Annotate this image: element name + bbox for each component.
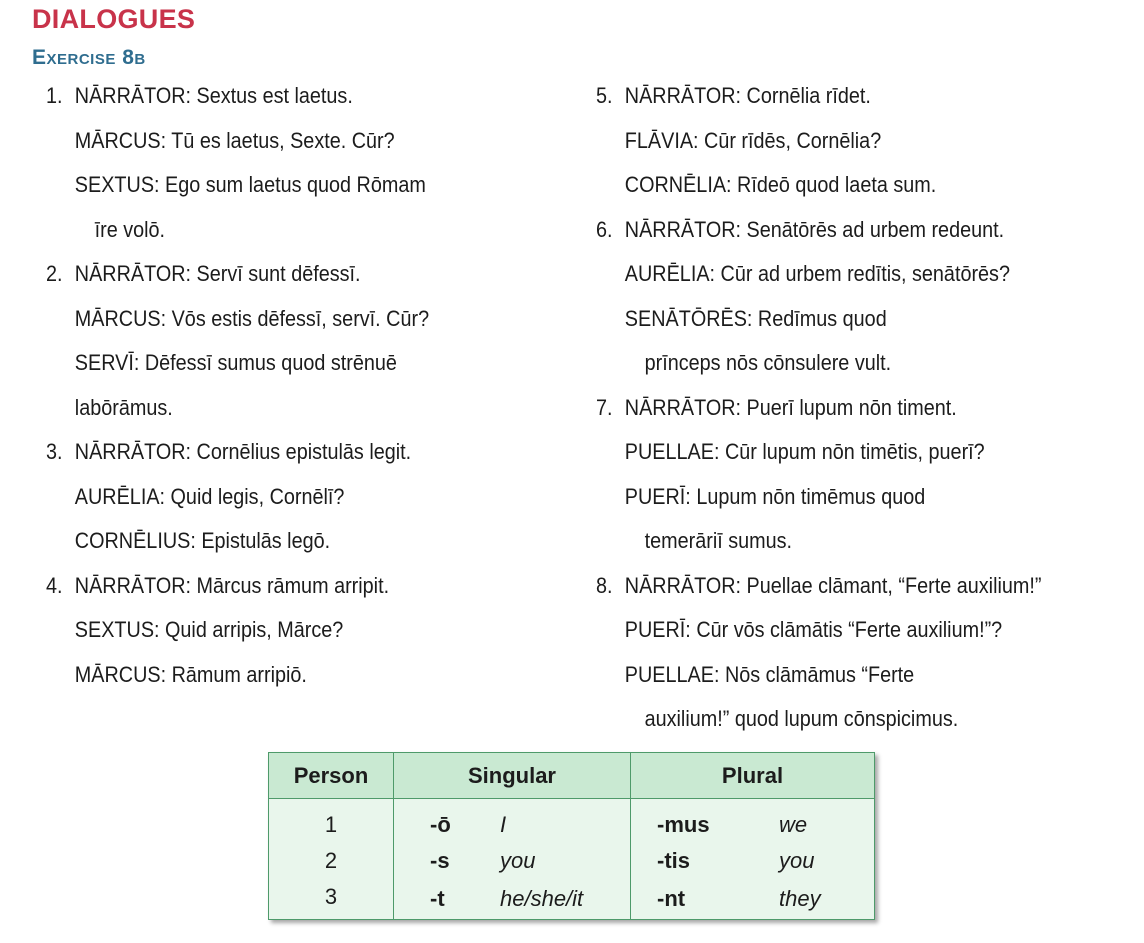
dialogue-text: AURĒLIA: Quid legis, Cornēlī? (74, 483, 345, 509)
dialogue-item-start (46, 80, 514, 125)
ending-translation: you (779, 848, 815, 873)
table-row (269, 843, 875, 879)
singular-cell (394, 799, 631, 844)
dialogue-line (46, 214, 514, 259)
dialogue-line (596, 703, 1082, 748)
dialogue-text: AURĒLIA: Cūr ad urbem redītis, senātōrēs? (624, 261, 1010, 286)
ending-translation: they (779, 886, 821, 911)
dialogue-line (596, 303, 1082, 348)
plural-cell (631, 879, 875, 920)
dialogue-text: FLĀVIA: Cūr rīdēs, Cornēlia? (624, 127, 882, 153)
dialogue-item-start (46, 258, 514, 303)
item-number: 8. (596, 572, 613, 598)
dialogue-line (596, 481, 1082, 526)
person-cell: 3 (269, 879, 394, 920)
dialogue-line (46, 169, 514, 214)
dialogue-line (46, 392, 514, 437)
item-number: 6. (596, 216, 613, 242)
ending-suffix: -tis (657, 848, 690, 873)
dialogue-text: SEXTUS: Quid arripis, Mārce? (74, 617, 344, 642)
ending-suffix: -ō (430, 812, 451, 837)
dialogue-line (46, 125, 514, 170)
table-header-row (269, 753, 875, 799)
header-person: Person (269, 753, 394, 799)
plural-cell (631, 799, 875, 844)
dialogue-item-start (596, 392, 1082, 437)
dialogue-text: PUERĪ: Cūr vōs clāmātis “Ferte auxilium!”? (624, 617, 1003, 642)
dialogue-line (596, 614, 1082, 659)
dialogue-text: prīnceps nōs cōnsulere vult. (644, 350, 892, 375)
dialogue-line (596, 125, 1082, 170)
dialogue-item-start (596, 570, 1082, 615)
dialogue-text: temerāriī sumus. (644, 528, 793, 553)
dialogue-line (596, 258, 1082, 303)
header-singular: Singular (394, 753, 631, 799)
dialogue-line (596, 436, 1082, 481)
dialogue-item-start (46, 436, 514, 481)
dialogue-line (46, 614, 514, 659)
dialogue-text: labōrāmus. (74, 394, 173, 420)
item-number: 1. (46, 83, 63, 108)
ending-suffix: -nt (657, 886, 686, 911)
dialogue-text: MĀRCUS: Vōs estis dēfessī, servī. Cūr? (74, 305, 430, 331)
dialogue-text: NĀRRĀTOR: Mārcus rāmum arripit. (74, 572, 390, 598)
dialogue-line (46, 525, 514, 570)
person-cell: 2 (269, 843, 394, 879)
section-heading: DIALOGUES (32, 4, 196, 34)
dialogue-text: NĀRRĀTOR: Puerī lupum nōn timent. (624, 394, 957, 420)
dialogue-item-start (596, 214, 1082, 259)
dialogue-line (46, 659, 514, 704)
dialogue-text: NĀRRĀTOR: Cornēlius epistulās legit. (74, 439, 412, 464)
dialogue-text: NĀRRĀTOR: Sextus est laetus. (74, 83, 353, 108)
exercise-title: Exercise 8b (32, 46, 146, 69)
item-number: 4. (46, 572, 63, 598)
dialogue-text: NĀRRĀTOR: Servī sunt dēfessī. (74, 261, 361, 286)
dialogue-text: CORNĒLIUS: Epistulās legō. (74, 528, 331, 553)
dialogue-text: PUELLAE: Nōs clāmāmus “Ferte (624, 661, 915, 687)
dialogue-text: NĀRRĀTOR: Senātōrēs ad urbem redeunt. (624, 216, 1005, 242)
dialogue-text: PUERĪ: Lupum nōn timēmus quod (624, 483, 926, 509)
item-number: 7. (596, 394, 613, 420)
person-cell: 1 (269, 799, 394, 844)
singular-cell (394, 843, 631, 879)
item-number: 2. (46, 261, 63, 286)
dialogue-text: SENĀTŌRĒS: Redīmus quod (624, 305, 887, 331)
dialogue-text: SEXTUS: Ego sum laetus quod Rōmam (74, 172, 426, 197)
dialogue-text: SERVĪ: Dēfessī sumus quod strēnuē (74, 350, 397, 375)
dialogue-line (596, 659, 1082, 704)
plural-cell (631, 843, 875, 879)
dialogue-text: NĀRRĀTOR: Cornēlia rīdet. (624, 83, 871, 108)
dialogue-line (46, 303, 514, 348)
dialogue-line (596, 169, 1082, 214)
dialogue-text: īre volō. (94, 216, 166, 242)
dialogue-text: NĀRRĀTOR: Puellae clāmant, “Ferte auxilium!” (624, 572, 1042, 598)
dialogue-line (596, 525, 1082, 570)
table-row (269, 799, 875, 844)
verb-endings-table (268, 752, 875, 920)
dialogue-column-left (46, 80, 566, 703)
ending-translation: we (779, 812, 808, 837)
singular-cell (394, 879, 631, 920)
dialogue-line (46, 347, 514, 392)
dialogue-text: PUELLAE: Cūr lupum nōn timētis, puerī? (624, 439, 985, 464)
item-number: 3. (46, 439, 63, 464)
dialogue-item-start (46, 570, 514, 615)
ending-translation: you (500, 848, 536, 873)
table-row (269, 879, 875, 920)
dialogue-text: MĀRCUS: Rāmum arripiō. (74, 661, 307, 687)
ending-suffix: -t (430, 886, 445, 911)
dialogue-item-start (596, 80, 1082, 125)
dialogue-line (596, 347, 1082, 392)
ending-translation: I (500, 812, 507, 837)
item-number: 5. (596, 83, 613, 108)
dialogue-text: auxilium!” quod lupum cōnspicimus. (644, 706, 959, 731)
dialogue-column-right (596, 80, 1136, 748)
ending-suffix: -mus (657, 812, 710, 837)
dialogue-line (46, 481, 514, 526)
dialogue-text: MĀRCUS: Tū es laetus, Sexte. Cūr? (74, 127, 395, 153)
ending-translation: he/she/it (500, 886, 584, 911)
header-plural: Plural (631, 753, 875, 799)
dialogue-text: CORNĒLIA: Rīdeō quod laeta sum. (624, 172, 937, 197)
ending-suffix: -s (430, 848, 450, 873)
